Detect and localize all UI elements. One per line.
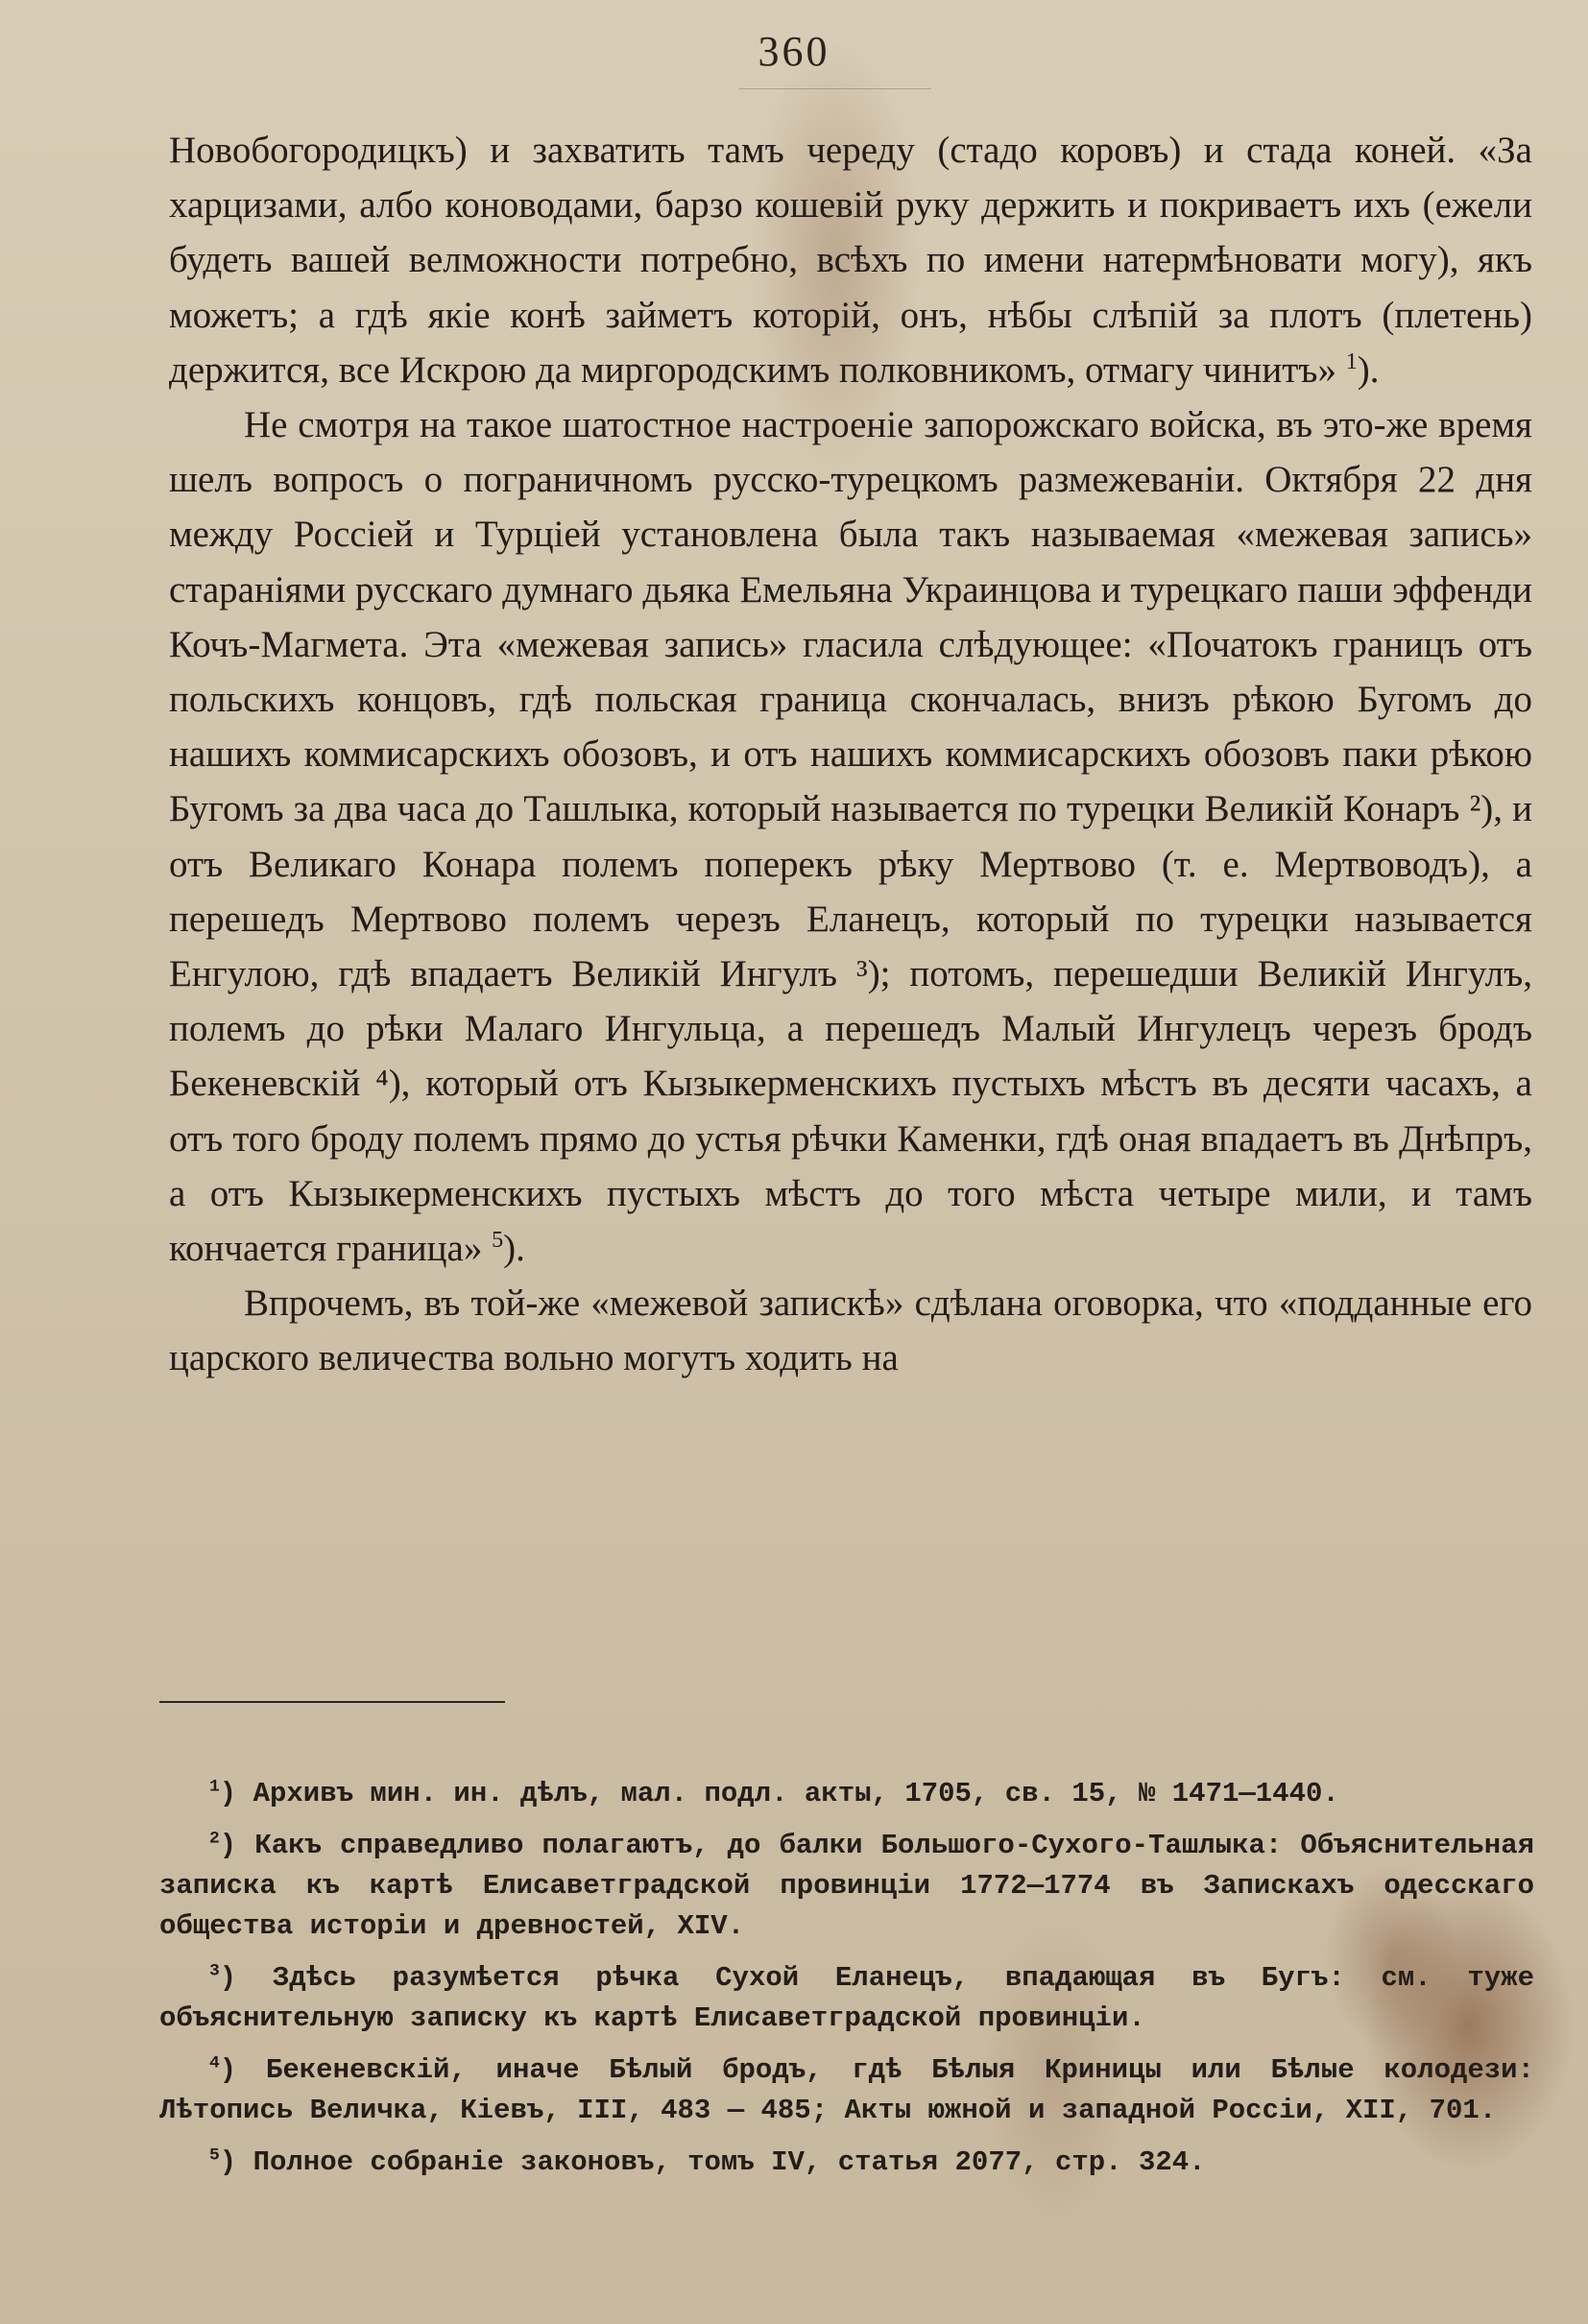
footnote-5-text: ) Полное собраніе законовъ, томъ IV, статья 2077, стр. 324. [219, 2146, 1206, 2178]
footnote-1 [159, 1774, 1534, 1814]
footnote-3-text: ) Здѣсь разумѣется рѣчка Сухой Еланецъ, впадающая въ Бугъ: см. туже объяснительную записку къ картѣ Елисаветградской провинціи. [159, 1962, 1534, 2034]
page-number: 360 [758, 28, 830, 75]
footnote-2 [159, 1826, 1534, 1947]
footnote-ref-5: 5 [492, 1227, 504, 1254]
paragraph-2-end: ). [503, 1228, 525, 1270]
paragraph-1-end: ). [1357, 348, 1380, 391]
footnote-separator [159, 1701, 505, 1703]
header-rule [739, 88, 931, 89]
paragraph-3 [169, 1276, 1532, 1385]
paragraph-2 [169, 397, 1532, 1276]
paragraph-1 [169, 123, 1532, 397]
footnote-5-mark: 5 [209, 2145, 220, 2166]
footnote-ref-1: 1 [1345, 347, 1358, 374]
footnote-4-mark: 4 [209, 2053, 220, 2073]
footnotes [159, 1774, 1534, 2194]
footnote-2-text: ) Какъ справедливо полагаютъ, до балки Большого-Сухого-Ташлыка: Объяснительная записка къ картѣ Елисаветградской провинціи 1772—1774 въ Запискахъ одесскаго общества исторіи и древностей, XIV. [159, 1830, 1534, 1942]
footnote-4 [159, 2050, 1534, 2131]
footnote-3-mark: 3 [209, 1961, 220, 1981]
paragraph-1-text: Новобогородицкъ) и захватить тамъ череду (стадо коровъ) и стада коней. «За харцизами, албо коноводами, барзо кошевій руку держить и покриваетъ ихъ (ежели будеть вашей велможности потребно, всѣхъ по имени натермѣновати могу), якъ можетъ; а гдѣ якіе конѣ займетъ которій, онъ, нѣбы слѣпій за плотъ (плетень) держится, все Искрою да миргородскимъ полковникомъ, отмагу чинитъ» [169, 130, 1532, 391]
footnote-1-mark: 1 [209, 1777, 220, 1797]
footnote-5 [159, 2143, 1534, 2183]
paragraph-2-text: Не смотря на такое шатостное настроеніе запорожскаго войска, въ это-же время шелъ вопросъ о пограничномъ русско-турецкомъ размежеваніи. Октября 22 дня между Россіей и Турціей установлена была такъ называемая «межевая запись» стараніями русскаго думнаго дьяка Емельяна Украинцова и турецкаго паши эффенди Кочъ-Магмета. Эта «межевая запись» гласила слѣдующее: «Початокъ границъ отъ польскихъ концовъ, гдѣ польская граница скончалась, внизъ рѣкою Бугомъ до нашихъ коммисарскихъ обозовъ, и отъ нашихъ коммисарскихъ обозовъ паки рѣкою Бугомъ за два часа до Ташлыка, который называется по турецки Великій Конаръ ²), и отъ Великаго Конара полемъ поперекъ рѣку Мертвово (т. е. Мертвоводъ), а перешедъ Мертвово полемъ черезъ Еланецъ, который по турецки называется Енгулою, гдѣ впадаетъ Великій Ингулъ ³); потомъ, перешедши Великій Ингулъ, полемъ до рѣки Малаго Ингульца, а перешедъ Малый Ингулецъ черезъ бродъ Бекеневскій ⁴), который отъ Кызыкерменскихъ пустыхъ мѣстъ въ десяти часахъ, а отъ того броду полемъ прямо до устья рѣчки Каменки, гдѣ оная впадаетъ въ Днѣпръ, а отъ Кызыкерменскихъ пустыхъ мѣстъ до того мѣста четыре мили, и тамъ кончается граница» [169, 404, 1532, 1270]
main-text [169, 123, 1532, 1386]
paragraph-3-text: Впрочемъ, въ той-же «межевой запискѣ» сдѣлана оговорка, что «подданные его царского величества вольно могутъ ходить на [169, 1282, 1532, 1379]
footnote-4-text: ) Бекеневскій, иначе Бѣлый бродъ, гдѣ Бѣлыя Криницы или Бѣлые колодези: Лѣтопись Величка, Кіевъ, III, 483 — 485; Акты южной и западной Россіи, XII, 701. [159, 2054, 1534, 2126]
footnote-3 [159, 1958, 1534, 2039]
footnote-2-mark: 2 [209, 1829, 220, 1849]
footnote-1-text: ) Архивъ мин. ин. дѣлъ, мал. подл. акты, 1705, св. 15, № 1471—1440. [219, 1778, 1339, 1809]
